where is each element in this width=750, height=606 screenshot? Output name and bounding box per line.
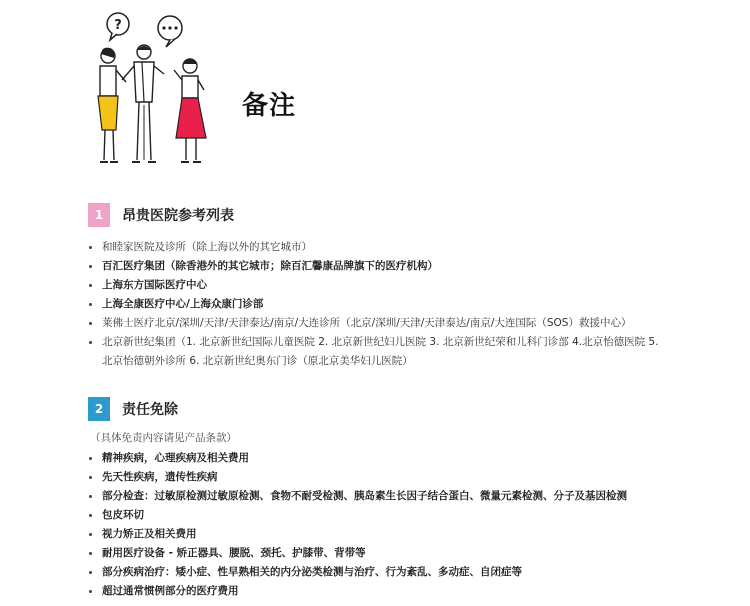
section-title: 昂贵医院参考列表 [122, 208, 234, 224]
list-item: 视力矫正及相关费用 [88, 525, 662, 544]
ellipsis-bubble-icon [158, 16, 182, 47]
list-item: 北京新世纪集团（1. 北京新世纪国际儿童医院 2. 北京新世纪妇儿医院 3. 北京新世纪荣和儿科门诊部 4.北京怡德医院 5. 北京怡德朝外诊所 6. 北京新世纪奥东门诊（原北京美华妇儿医院） [88, 333, 662, 371]
right-person [174, 59, 206, 162]
section-number-badge: 2 [88, 397, 110, 421]
left-person [98, 48, 126, 162]
list-item: 包皮环切 [88, 506, 662, 525]
question-bubble-icon [107, 13, 129, 40]
page-title: 备注 [242, 91, 297, 121]
middle-person [122, 45, 164, 162]
section-expensive-hospitals [88, 203, 662, 371]
question-mark: ? [114, 18, 122, 33]
list-item: 部分疾病治疗：矮小症、性早熟相关的内分泌类检测与治疗、行为紊乱、多动症、自闭症等 [88, 563, 662, 582]
list-item: 上海全康医疗中心/上海众康门诊部 [88, 295, 662, 314]
list-item: 先天性疾病，遗传性疾病 [88, 468, 662, 487]
list-item: 莱佛士医疗北京/深圳/天津/天津泰达/南京/大连诊所（北京/深圳/天津/天津泰达/南京/大连国际（SOS）救援中心） [88, 314, 662, 333]
exclusions-list [88, 449, 662, 601]
list-item: 部分检查：过敏原检测过敏原检测、食物不耐受检测、胰岛素生长因子结合蛋白、微量元素检测、分子及基因检测 [88, 487, 662, 506]
list-item: 百汇医疗集团（除香港外的其它城市；除百汇馨康品牌旗下的医疗机构） [88, 257, 662, 276]
list-item: 耐用医疗设备 - 矫正器具、腰脱、颈托、护膝带、背带等 [88, 544, 662, 563]
list-item: 和睦家医院及诊所（除上海以外的其它城市） [88, 238, 662, 257]
list-item: 上海东方国际医疗中心 [88, 276, 662, 295]
hospital-list [88, 238, 662, 371]
section-header [88, 397, 662, 421]
section-title: 责任免除 [122, 402, 178, 418]
section-exclusions [88, 397, 662, 601]
people-discussion-illustration [86, 10, 218, 170]
list-item: 超过通常惯例部分的医疗费用 [88, 582, 662, 601]
section-number-badge: 1 [88, 203, 110, 227]
list-item: 精神疾病，心理疾病及相关费用 [88, 449, 662, 468]
section-header [88, 203, 662, 227]
exclusions-note: （具体免责内容请见产品条款） [90, 432, 237, 444]
